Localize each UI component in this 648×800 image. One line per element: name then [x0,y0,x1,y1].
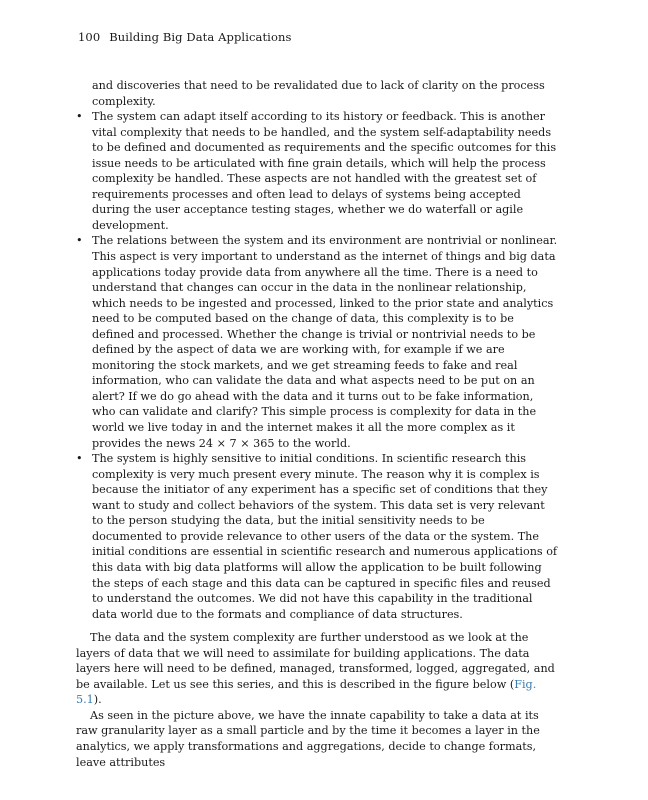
bullet-item [76,451,558,622]
bullet-text: The system is highly sensitive to initial conditions. In scientific research this complexity is very much present every minute. The reason why it is complex is because the initiator of any experiment has a specific set of conditions that they want to study and collect behaviors of the system. This data set is very relevant to the person studying the data, but the initial sensitivity needs to be documented to provide relevance to other users of the data or the system. The initial conditions are essential in scientific research and numerous applications of this data with big data platforms will allow the application to be built following the steps of each stage and this data can be captured in specific files and reused to understand the outcomes. We did not have this capability in the traditional data world due to the formats and compliance of data structures. [92,452,558,621]
paragraph [76,630,558,708]
body-text [76,78,558,770]
paragraph: As seen in the picture above, we have the innate capability to take a data at its raw granularity layer as a small particle and by the time it becomes a layer in the analytics, we apply transformations and aggregations, decide to change formats, leave attributes [76,708,540,769]
running-header [78,30,292,44]
bullet-item [76,109,558,233]
bullet-text: The system can adapt itself according to its history or feedback. This is another vital complexity that needs to be handled, and the system self-adaptability needs to be defined and documented as requirements and the specific outcomes for this issue needs to be articulated with fine grain details, which will help the process complexity be handled. These aspects are not handled with the greatest set of requirements processes and often lead to delays of systems being accepted during the user acceptance testing stages, whether we do waterfall or agile development. [92,110,557,232]
paragraph-text-end: ). [93,693,102,707]
continued-bullet-text: and discoveries that need to be revalidated due to lack of clarity on the process complexity. [92,79,545,108]
bullet-item [76,233,558,451]
bullet-list [76,109,558,622]
page-number: 100 [78,30,101,44]
bullet-icon: • [76,234,83,248]
running-title: Building Big Data Applications [109,30,292,44]
bullet-icon: • [76,110,83,124]
figure-reference-link[interactable]: Fig. 5.1 [76,677,537,707]
bullet-text: The relations between the system and its environment are nontrivial or nonlinear. This aspect is very important to understand as the internet of things and big data applications today provide data from anywhere all the time. There is a need to understand that changes can occur in the data in the nonlinear relationship, which needs to be ingested and processed, linked to the prior state and analytics need to be computed based on the change of data, this complexity is to be defined and processed. Whether the change is trivial or nontrivial needs to be defined by the aspect of data we are working with, for example if we are monitoring the stock markets, and we get streaming feeds to fake and real information, who can validate the data and what aspects need to be put on an alert? If we do go ahead with the data and it turns out to be fake information, who can validate and clarify? This simple process is complexity for data in the world we live today in and the internet makes it all the more complex as it provides the news 24 × 7 × 365 to the world. [92,234,558,450]
paragraph-text: The data and the system complexity are further understood as we look at the layers of data that we will need to assimilate for building applications. The data layers here will need to be defined, managed, transformed, logged, aggregated, and be available. Let us see this series, and this is described in the figure below ( [76,631,555,691]
bullet-icon: • [76,452,83,466]
